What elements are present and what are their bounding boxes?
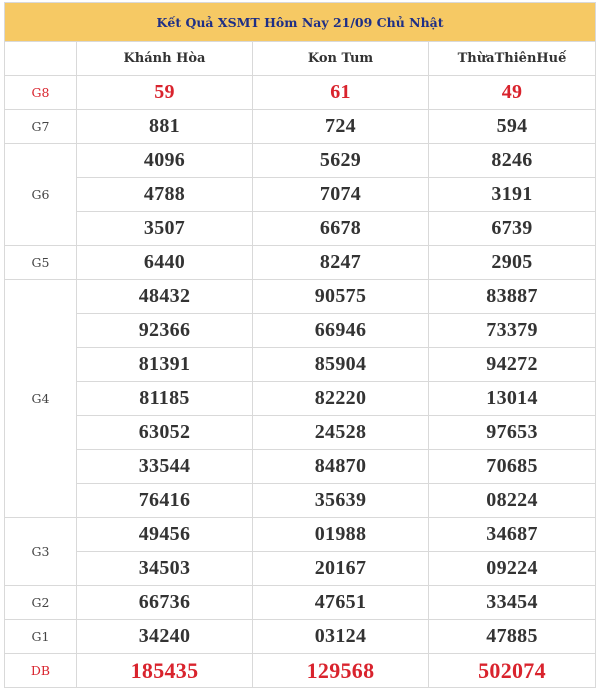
result-cell [253,586,429,620]
result-number: 6739 [429,211,595,245]
result-number: 5629 [319,149,362,171]
result-number: 3507 [77,211,252,245]
result-number: 8246 [491,149,533,171]
result-number: 90575 [314,285,367,307]
result-number: 76416 [77,483,252,517]
result-number: 49456 [138,523,191,545]
result-number: 66946 [253,313,428,347]
result-cell [253,280,429,518]
result-number: 66736 [138,591,191,613]
result-cell [77,620,253,654]
result-number: 13014 [429,381,595,415]
result-number: 48432 [138,285,191,307]
result-cell [429,144,596,246]
result-number: 4788 [77,177,252,211]
result-number: 61 [330,81,351,103]
result-cell [429,246,596,280]
prize-label: G6 [5,144,77,246]
result-number: 24528 [253,415,428,449]
result-cell [253,246,429,280]
prize-label: G2 [5,586,77,620]
prize-row-db [5,654,596,688]
prize-label: G1 [5,620,77,654]
result-cell [429,620,596,654]
result-cell [429,110,596,144]
result-cell [77,280,253,518]
prize-label: DB [5,654,77,688]
result-cell [253,144,429,246]
province-header-khanh-hoa: Khánh Hòa [77,42,253,76]
result-number: 94272 [429,347,595,381]
result-number: 82220 [253,381,428,415]
prize-row-g1 [5,620,596,654]
result-number: 881 [149,115,180,137]
result-cell [253,620,429,654]
result-number: 81185 [77,381,252,415]
result-number: 70685 [429,449,595,483]
result-number: 09224 [429,551,595,585]
result-number: 83887 [486,285,538,307]
prize-label: G8 [5,76,77,110]
prize-row-g8 [5,76,596,110]
result-number: 724 [325,115,356,137]
prize-label: G5 [5,246,77,280]
result-number: 34503 [77,551,252,585]
result-number: 73379 [429,313,595,347]
prize-label: G7 [5,110,77,144]
result-cell [429,654,596,688]
result-cell [77,76,253,110]
prize-label: G3 [5,518,77,586]
result-number: 20167 [253,551,428,585]
result-cell [429,280,596,518]
result-number: 08224 [429,483,595,517]
result-number: 8247 [319,251,362,273]
result-number: 594 [496,115,528,137]
result-number: 01988 [314,523,367,545]
result-cell [77,110,253,144]
result-cell [429,76,596,110]
result-cell [77,144,253,246]
prize-label: G4 [5,280,77,518]
result-cell [77,246,253,280]
result-number: 3191 [429,177,595,211]
result-number: 97653 [429,415,595,449]
prize-row-g4 [5,280,596,518]
result-cell [429,586,596,620]
result-cell [253,654,429,688]
result-number: 185435 [130,658,199,683]
result-cell [429,518,596,586]
results-body [5,76,596,688]
prize-row-g6 [5,144,596,246]
result-number: 7074 [253,177,428,211]
prize-row-g7 [5,110,596,144]
result-number: 35639 [253,483,428,517]
result-number: 92366 [77,313,252,347]
result-cell [77,518,253,586]
result-number: 59 [154,81,175,103]
result-number: 33544 [77,449,252,483]
result-number: 85904 [253,347,428,381]
prize-row-g3 [5,518,596,586]
result-number: 81391 [77,347,252,381]
province-header-row [5,42,596,76]
result-cell [253,518,429,586]
result-number: 502074 [478,658,546,683]
result-cell [77,586,253,620]
lottery-results-table [4,2,596,688]
result-number: 47885 [486,625,538,647]
result-number: 34240 [138,625,191,647]
results-panel [4,2,595,688]
result-number: 6678 [253,211,428,245]
title-row [5,3,596,42]
prize-row-g2 [5,586,596,620]
result-number: 33454 [486,591,538,613]
result-cell [253,110,429,144]
result-cell [77,654,253,688]
result-cell [253,76,429,110]
result-number: 47651 [314,591,367,613]
result-number: 03124 [314,625,367,647]
result-number: 129568 [306,658,375,683]
prize-column-header [5,42,77,76]
table-title: Kết Quả XSMT Hôm Nay 21/09 Chủ Nhật [5,3,596,42]
result-number: 34687 [486,523,538,545]
result-number: 49 [501,81,523,103]
result-number: 2905 [491,251,533,273]
province-header-kon-tum: Kon Tum [253,42,429,76]
result-number: 84870 [253,449,428,483]
province-header-thua-thien-hue: ThừaThiênHuế [429,42,596,76]
result-number: 6440 [143,251,186,273]
result-number: 4096 [143,149,186,171]
prize-row-g5 [5,246,596,280]
result-number: 63052 [77,415,252,449]
